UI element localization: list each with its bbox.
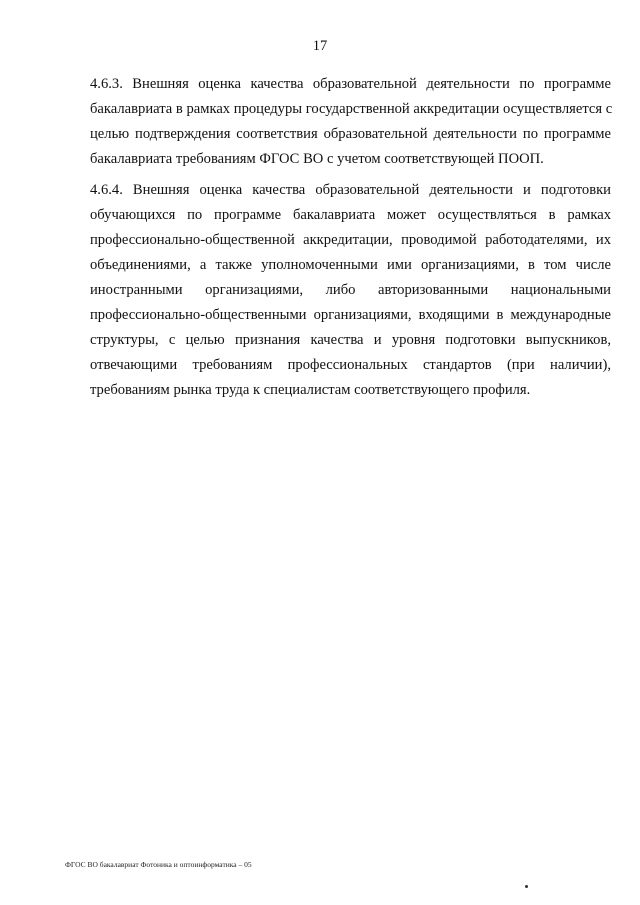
footer-note: ФГОС ВО бакалавриат Фотоника и оптоинформатика – 05 [65, 860, 252, 869]
text-line: требованиям рынка труда к специалистам соответствующего профиля. [90, 382, 531, 398]
text-line: бакалавриата в рамках процедуры государственной аккредитации осуществляется с [90, 101, 613, 117]
paragraph-4-6-3 [90, 72, 611, 172]
text-line: профессионально-общественной аккредитации, проводимой работодателями, их [90, 232, 611, 248]
text-line: отвечающими требованиям профессиональных стандартов (при наличии), [90, 357, 611, 373]
text-line: обучающихся по программе бакалавриата может осуществляться в рамках [90, 207, 611, 223]
text-line: целью подтверждения соответствия образовательной деятельности по программе [90, 126, 611, 142]
text-line: объединениями, а также уполномоченными ими организациями, в том числе [90, 257, 611, 273]
text-line: иностранными организациями, либо авторизованными национальными [90, 282, 611, 298]
text-line: профессионально-общественными организациями, входящими в международные [90, 307, 611, 323]
text-line: 4.6.3. Внешняя оценка качества образовательной деятельности по программе [90, 76, 611, 92]
page-number: 17 [312, 38, 328, 54]
text-line: 4.6.4. Внешняя оценка качества образовательной деятельности и подготовки [90, 182, 611, 198]
text-line: структуры, с целью признания качества и уровня подготовки выпускников, [90, 332, 611, 348]
paragraph-4-6-4 [90, 178, 611, 403]
text-line: бакалавриата требованиям ФГОС ВО с учетом соответствующей ПООП. [90, 151, 544, 167]
scan-artifact [525, 885, 528, 888]
body-text [90, 72, 611, 409]
